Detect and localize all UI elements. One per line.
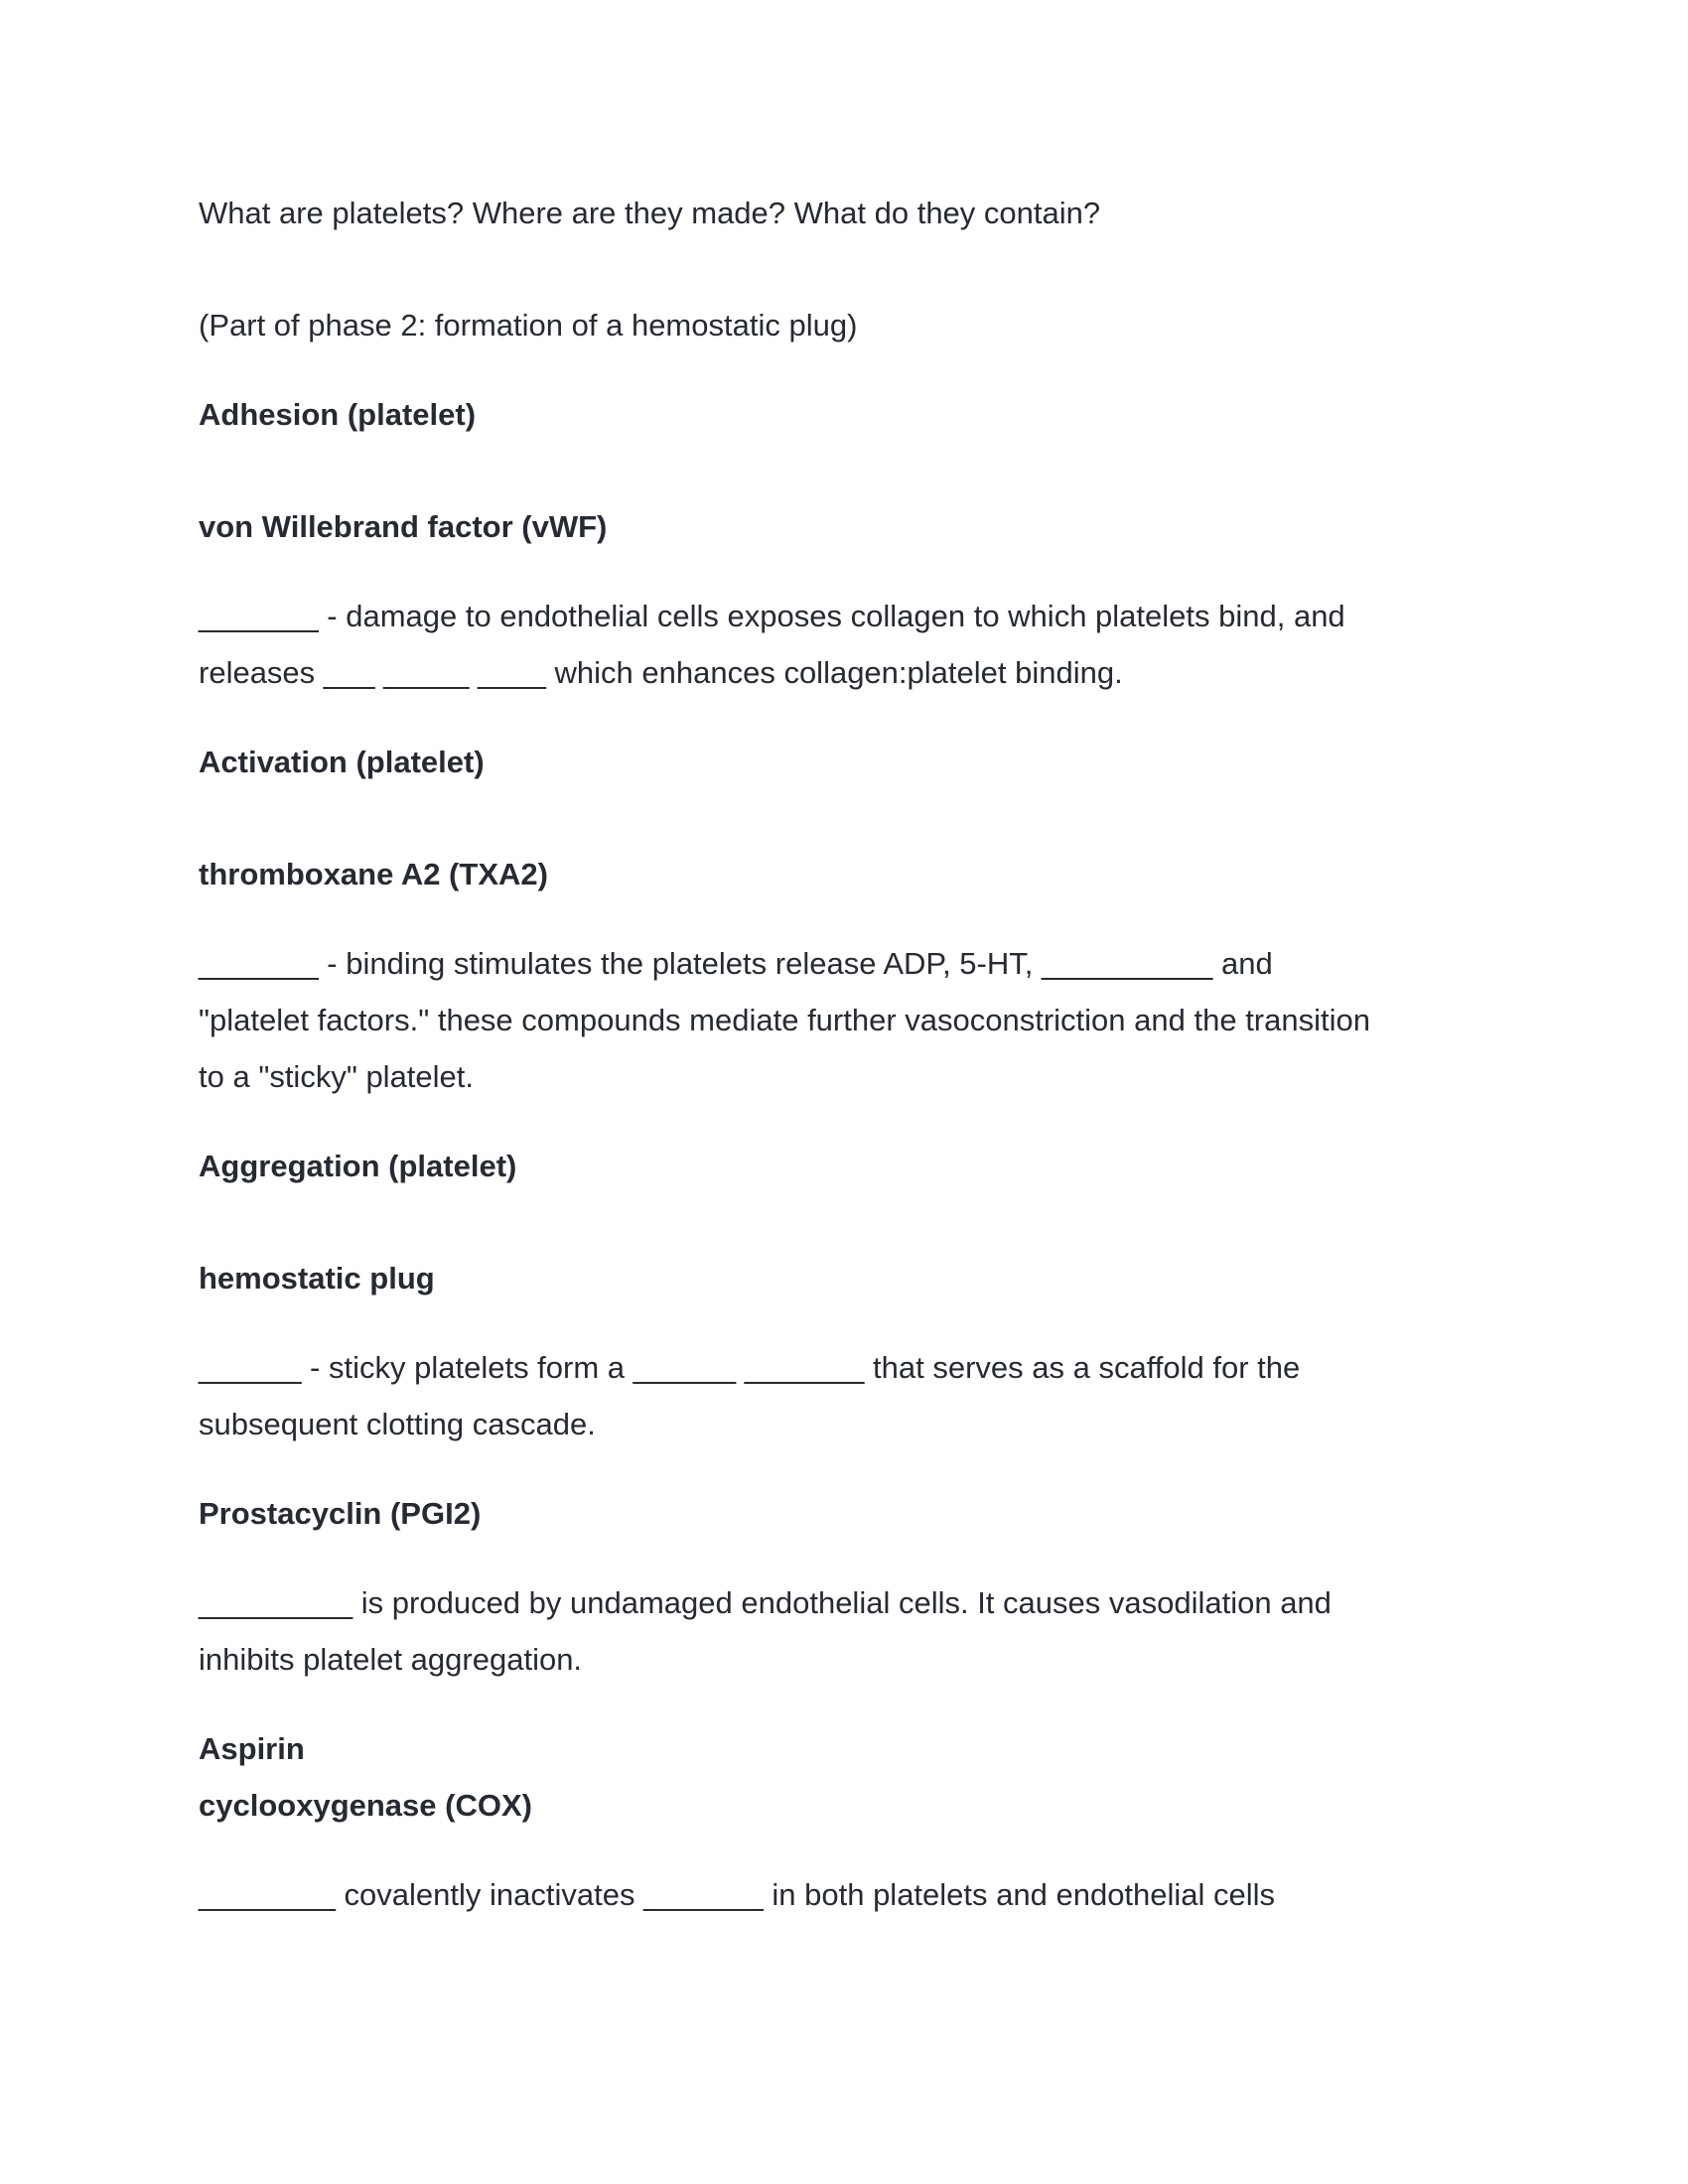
prostacyclin-blank-line-1: _________ is produced by undamaged endothelial cells. It causes vasodilation and [199, 1585, 1332, 1620]
aspirin-definition: cyclooxygenase (COX) [199, 1788, 532, 1823]
phase-note: (Part of phase 2: formation of a hemostatic plug) [199, 308, 858, 342]
activation-blank-line-2: "platelet factors." these compounds mediate further vasoconstriction and the transition [199, 1003, 1370, 1037]
activation-definition: thromboxane A2 (TXA2) [199, 857, 548, 891]
adhesion-blank-line-1: _______ - damage to endothelial cells exposes collagen to which platelets bind, and [199, 599, 1345, 633]
aggregation-blank-line-2: subsequent clotting cascade. [199, 1407, 596, 1441]
aspirin-term: Aspirin [199, 1731, 305, 1766]
adhesion-term: Adhesion (platelet) [199, 397, 477, 432]
activation-blank-line-1: _______ - binding stimulates the platelets release ADP, 5-HT, __________ and [199, 946, 1273, 981]
aggregation-blank-line-1: ______ - sticky platelets form a ______ _______ that serves as a scaffold for the [199, 1350, 1301, 1385]
aggregation-term: Aggregation (platelet) [199, 1149, 517, 1183]
prostacyclin-term: Prostacyclin (PGI2) [199, 1496, 482, 1531]
prostacyclin-blank-line-2: inhibits platelet aggregation. [199, 1642, 583, 1677]
adhesion-definition: von Willebrand factor (vWF) [199, 509, 608, 544]
activation-blank-line-3: to a "sticky" platelet. [199, 1059, 475, 1094]
activation-term: Activation (platelet) [199, 745, 485, 779]
intro-question: What are platelets? Where are they made? What do they contain? [199, 196, 1101, 230]
adhesion-blank-line-2: releases ___ _____ ____ which enhances collagen:platelet binding. [199, 655, 1123, 690]
aspirin-blank-line-1: ________ covalently inactivates _______ in both platelets and endothelial cells [199, 1877, 1276, 1912]
aggregation-definition: hemostatic plug [199, 1261, 435, 1296]
